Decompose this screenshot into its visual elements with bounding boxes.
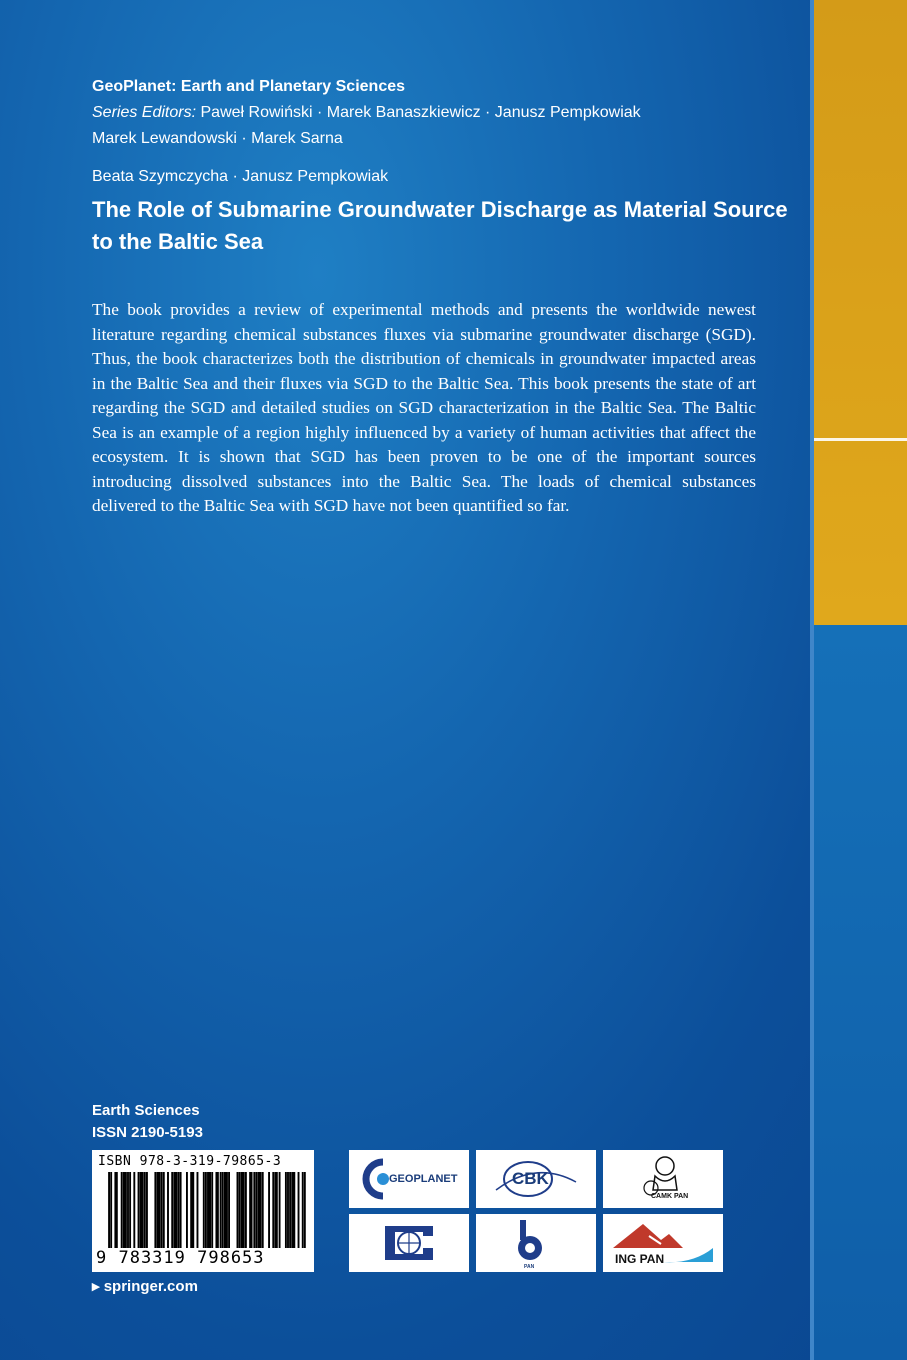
barcode-bar xyxy=(161,1172,163,1248)
barcode-bar xyxy=(138,1172,140,1248)
barcode-bar xyxy=(228,1172,230,1248)
barcode-bar xyxy=(272,1172,274,1248)
cbk-label: CBK xyxy=(512,1169,549,1188)
barcode-bar xyxy=(274,1172,277,1248)
barcode-bar xyxy=(222,1172,224,1248)
barcode-bar xyxy=(133,1172,135,1248)
barcode-bar xyxy=(129,1172,131,1248)
barcode-bar xyxy=(302,1172,304,1248)
barcode-bar xyxy=(167,1172,169,1248)
barcode-bars xyxy=(106,1172,306,1248)
barcode-digits: 9 783319 798653 xyxy=(96,1248,265,1268)
arrow-right-icon: ▸ xyxy=(92,1278,100,1295)
barcode-bar xyxy=(178,1172,180,1248)
barcode-bar xyxy=(203,1172,205,1248)
isbn-text: ISBN 978-3-319-79865-3 xyxy=(98,1154,282,1169)
barcode-bar xyxy=(262,1172,264,1248)
camk-label: CAMK PAN xyxy=(651,1193,689,1200)
gold-accent-rule xyxy=(814,438,907,441)
barcode-bar xyxy=(268,1172,270,1248)
barcode-bar xyxy=(146,1172,148,1248)
barcode-bar xyxy=(239,1172,241,1248)
barcode-bar xyxy=(110,1172,112,1248)
barcode-bar xyxy=(253,1172,255,1248)
book-description: The book provides a review of experimental methods and presents the worldwide newest literature regarding chemical substances fluxes via submarine groundwater discharge (SGD). Thus, the book characterizes both the distribution of chemicals in groundwater impacted areas in the Baltic Sea and their fluxes via SGD to the Baltic Sea. This book presents the state of art regarding the SGD and detailed studies on SGD characterization in the Baltic Sea. The Baltic Sea is an example of a region highly influenced by a variety of human activities that affect the ecosystem. It is shown that SGD has been proven to be one of the important sources introducing dissolved substances into the Baltic Sea. The loads of chemical substances delivered to the Baltic Sea with SGD have not been quantified so far. xyxy=(92,300,756,515)
barcode-bar xyxy=(192,1172,194,1248)
barcode-bar xyxy=(304,1172,306,1248)
barcode-bar xyxy=(215,1172,218,1248)
springer-link[interactable] xyxy=(92,1277,198,1295)
barcode-bar xyxy=(142,1172,144,1248)
barcode-bar xyxy=(125,1172,127,1248)
barcode-bar xyxy=(144,1172,146,1248)
gold-accent-bar xyxy=(814,0,907,625)
barcode-bar xyxy=(127,1172,129,1248)
barcode-bar xyxy=(226,1172,228,1248)
book-title: The Role of Submarine Groundwater Discharge as Material Source to the Baltic Sea xyxy=(92,197,788,254)
barcode-bar xyxy=(260,1172,262,1248)
subject-block xyxy=(92,1100,203,1144)
barcode-bar xyxy=(279,1172,281,1248)
barcode-bar xyxy=(171,1172,173,1248)
barcode-bar xyxy=(205,1172,207,1248)
barcode-bar xyxy=(154,1172,156,1248)
barcode-bar xyxy=(211,1172,213,1248)
series-editors-line2: Marek Lewandowski · Marek Sarna xyxy=(92,130,343,147)
barcode-bar xyxy=(293,1172,295,1248)
barcode-bar xyxy=(220,1172,222,1248)
barcode-bar xyxy=(255,1172,257,1248)
series-editors-line1: Paweł Rowiński · Marek Banaszkiewicz · Janusz Pempkowiak xyxy=(200,104,641,121)
barcode-bar xyxy=(163,1172,165,1248)
barcode-bar xyxy=(108,1172,110,1248)
right-blue-panel xyxy=(814,625,907,1360)
barcode-bar xyxy=(186,1172,188,1248)
globe-emblem-icon xyxy=(349,1214,469,1272)
barcode-bar xyxy=(289,1172,291,1248)
geoplanet-logo xyxy=(349,1150,469,1208)
springer-url: springer.com xyxy=(103,1278,198,1295)
barcode-bar xyxy=(180,1172,182,1248)
barcode-bar xyxy=(121,1172,123,1248)
barcode-bar xyxy=(175,1172,177,1248)
emblem-logo xyxy=(349,1214,469,1272)
pan-logo xyxy=(476,1214,596,1272)
barcode-bar xyxy=(287,1172,289,1248)
pan-label: PAN xyxy=(524,1264,535,1270)
geoplanet-label: GEOPLANET xyxy=(389,1173,458,1185)
subject-label: Earth Sciences xyxy=(92,1102,200,1119)
barcode-bar xyxy=(114,1172,117,1248)
barcode-bar xyxy=(237,1172,239,1248)
barcode-bar xyxy=(245,1172,247,1248)
barcode-bar xyxy=(298,1172,300,1248)
barcode-bar xyxy=(197,1172,199,1248)
book-authors: Beata Szymczycha · Janusz Pempkowiak xyxy=(92,168,389,185)
ingpan-logo xyxy=(603,1214,723,1272)
barcode-bar xyxy=(209,1172,211,1248)
barcode-bar xyxy=(285,1172,287,1248)
barcode-bar xyxy=(249,1172,252,1248)
series-title: GeoPlanet: Earth and Planetary Sciences xyxy=(92,78,406,95)
issn-label: ISSN 2190-5193 xyxy=(92,1124,203,1141)
isbn-barcode xyxy=(92,1150,314,1272)
cbk-logo xyxy=(476,1150,596,1208)
series-editors-label: Series Editors: xyxy=(92,104,197,121)
ingpan-label: ING PAN xyxy=(615,1252,665,1266)
series-block xyxy=(92,78,652,152)
pan-icon xyxy=(476,1214,596,1272)
camk-logo xyxy=(603,1150,723,1208)
barcode-bar xyxy=(159,1172,161,1248)
institution-logos xyxy=(349,1150,725,1272)
series-editors xyxy=(92,100,652,152)
barcode-bar xyxy=(243,1172,245,1248)
